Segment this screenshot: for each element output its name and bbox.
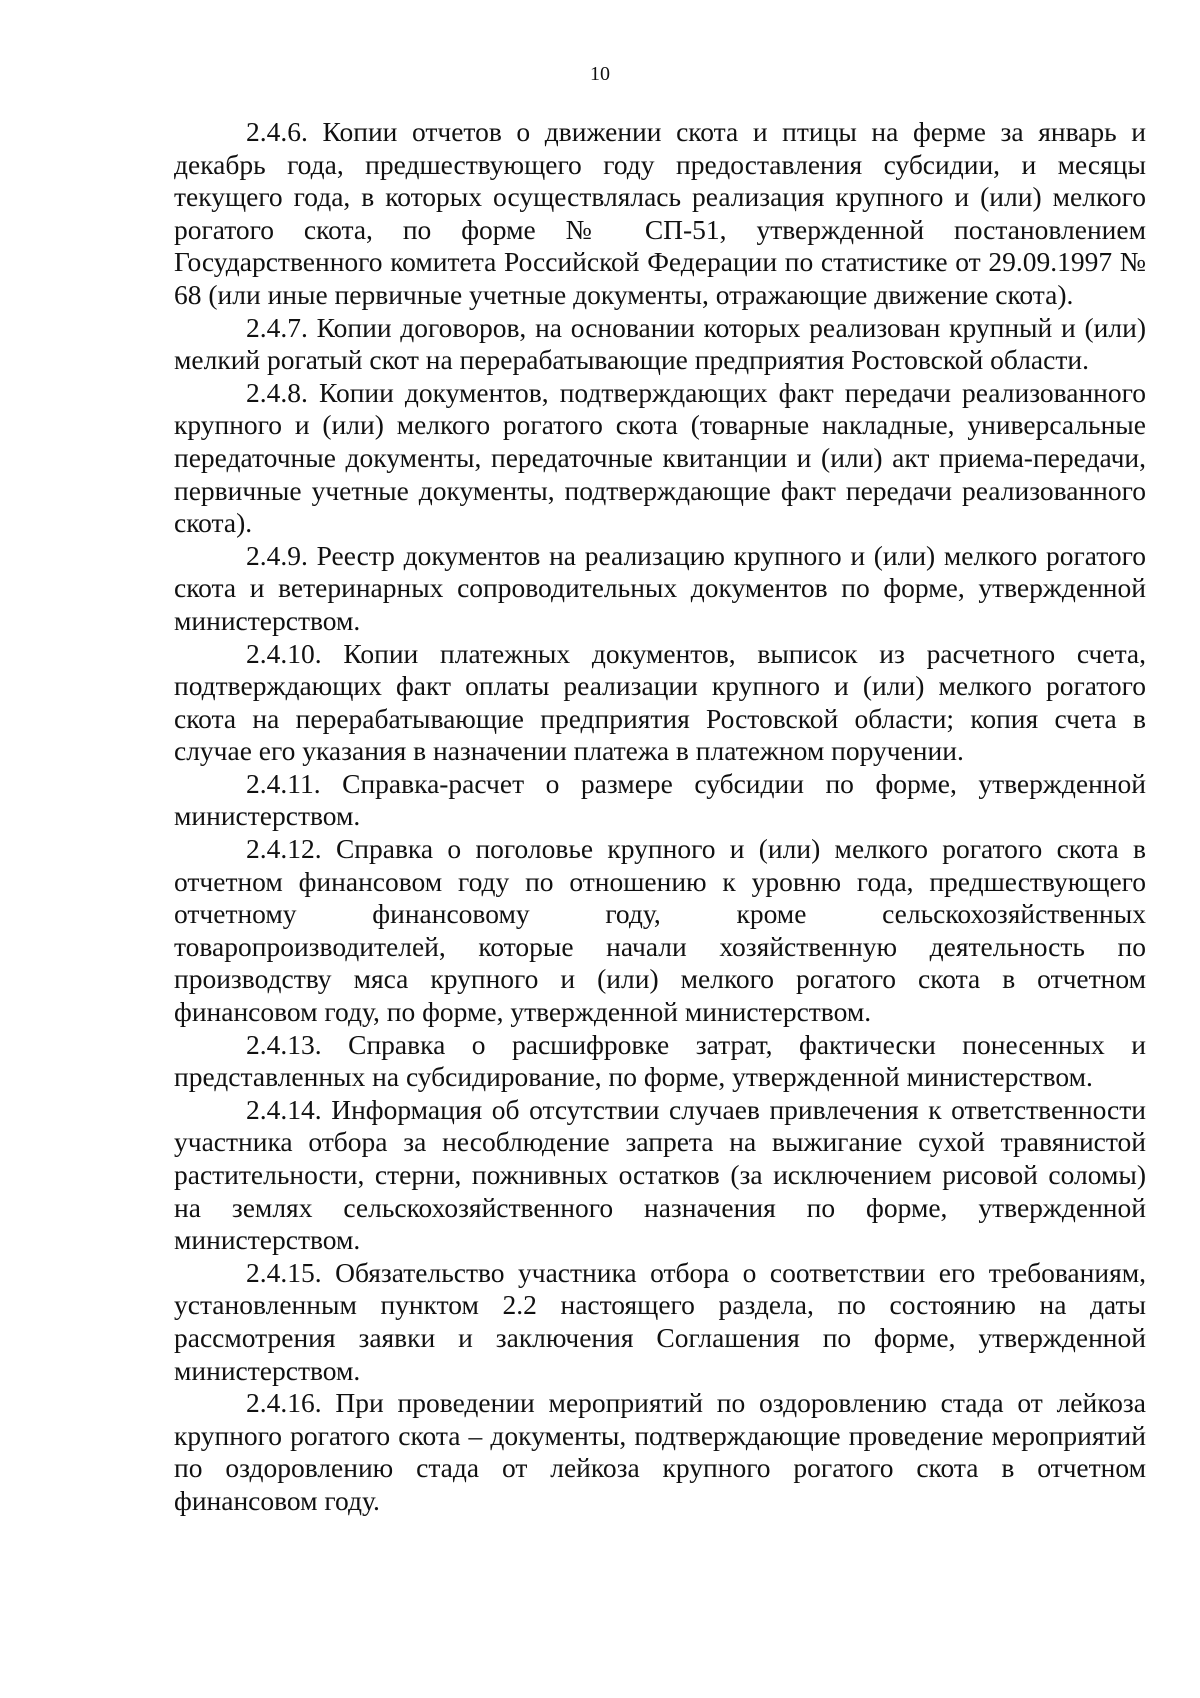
clause-number: 2.4.7. <box>246 311 308 343</box>
clause-text: Копии платежных документов, выписок из расчетного счета, подтверждающих факт оплаты реализации крупного и (или) мелкого рогатого скота на перерабатывающие предприятия Ростовской области; копия счета в случае его указания в назначении платежа в платежном поручении. <box>174 637 1147 767</box>
paragraph-2-4-14 <box>174 1094 1146 1257</box>
page-number: 10 <box>590 63 610 85</box>
clause-text: Копии документов, подтверждающих факт передачи реализованного крупного и (или) мелкого рогатого скота (товарные накладные, универсальные передаточные документы, передаточные квитанции и (или) акт приема-передачи, первичные учетные документы, подтверждающие факт передачи реализованного скота). <box>174 376 1146 539</box>
document-body <box>174 116 1146 1518</box>
paragraph-2-4-15 <box>174 1257 1146 1387</box>
clause-number: 2.4.8. <box>246 376 308 408</box>
paragraph-2-4-7 <box>174 312 1146 377</box>
paragraph-2-4-13 <box>174 1029 1146 1094</box>
paragraph-2-4-11 <box>174 768 1146 833</box>
clause-number: 2.4.10. <box>246 637 322 669</box>
clause-text: Справка о расшифровке затрат, фактически понесенных и представленных на субсидирование, по форме, утвержденной министерством. <box>174 1028 1146 1093</box>
clause-text: Справка о поголовье крупного и (или) мелкого рогатого скота в отчетном финансовом году по отношению к уровню года, предшествующего отчетному финансовому году, кроме сельскохозяйственных товаропроизводителей, которые начали хозяйственную деятельность по производству мяса крупного и (или) мелкого рогатого скота в отчетном финансовом году, по форме, утвержденной министерством. <box>174 833 1146 1028</box>
clause-text: Справка-расчет о размере субсидии по форме, утвержденной министерством. <box>174 767 1146 832</box>
clause-number: 2.4.15. <box>246 1256 322 1288</box>
clause-text: Реестр документов на реализацию крупного и (или) мелкого рогатого скота и ветеринарных сопроводительных документов по форме, утвержденной министерством. <box>174 539 1146 636</box>
clause-number: 2.4.16. <box>246 1387 322 1419</box>
clause-number: 2.4.9. <box>246 539 308 571</box>
clause-number: 2.4.13. <box>246 1028 322 1060</box>
paragraph-2-4-6 <box>174 116 1146 312</box>
clause-text: При проведении мероприятий по оздоровлению стада от лейкоза крупного рогатого скота – документы, подтверждающие проведение мероприятий по оздоровлению стада от лейкоза крупного рогатого скота в отчетном финансовом году. <box>174 1387 1147 1516</box>
clause-number: 2.4.14. <box>246 1093 322 1125</box>
clause-text: Обязательство участника отбора о соответствии его требованиям, установленным пунктом 2.2 настоящего раздела, по состоянию на даты рассмотрения заявки и заключения Соглашения по форме, утвержденной министерством. <box>174 1256 1147 1386</box>
clause-text: Информация об отсутствии случаев привлечения к ответственности участника отбора за несоблюдение запрета на выжигание сухой травянистой растительности, стерни, пожнивных остатков (за исключением рисовой соломы) на землях сельскохозяйственного назначения по форме, утвержденной министерством. <box>174 1093 1146 1256</box>
clause-number: 2.4.11. <box>246 767 321 799</box>
paragraph-2-4-8 <box>174 377 1146 540</box>
clause-number: 2.4.12. <box>246 833 322 865</box>
paragraph-2-4-12 <box>174 833 1146 1029</box>
paragraph-2-4-9 <box>174 540 1146 638</box>
clause-number: 2.4.6. <box>246 116 308 147</box>
paragraph-2-4-10 <box>174 638 1146 768</box>
clause-text: Копии отчетов о движении скота и птицы на ферме за январь и декабрь года, предшествующего году предоставления субсидии, и месяцы текущего года, в которых осуществлялась реализация крупного и (или) мелкого рогатого скота, по форме № СП-51, утвержденной постановлением Государственного комитета Российской Федерации по статистике от 29.09.1997 № 68 (или иные первичные учетные документы, отражающие движение скота). <box>174 116 1147 310</box>
paragraph-2-4-16 <box>174 1387 1146 1517</box>
clause-text: Копии договоров, на основании которых реализован крупный и (или) мелкий рогатый скот на перерабатывающие предприятия Ростовской области. <box>174 311 1146 376</box>
